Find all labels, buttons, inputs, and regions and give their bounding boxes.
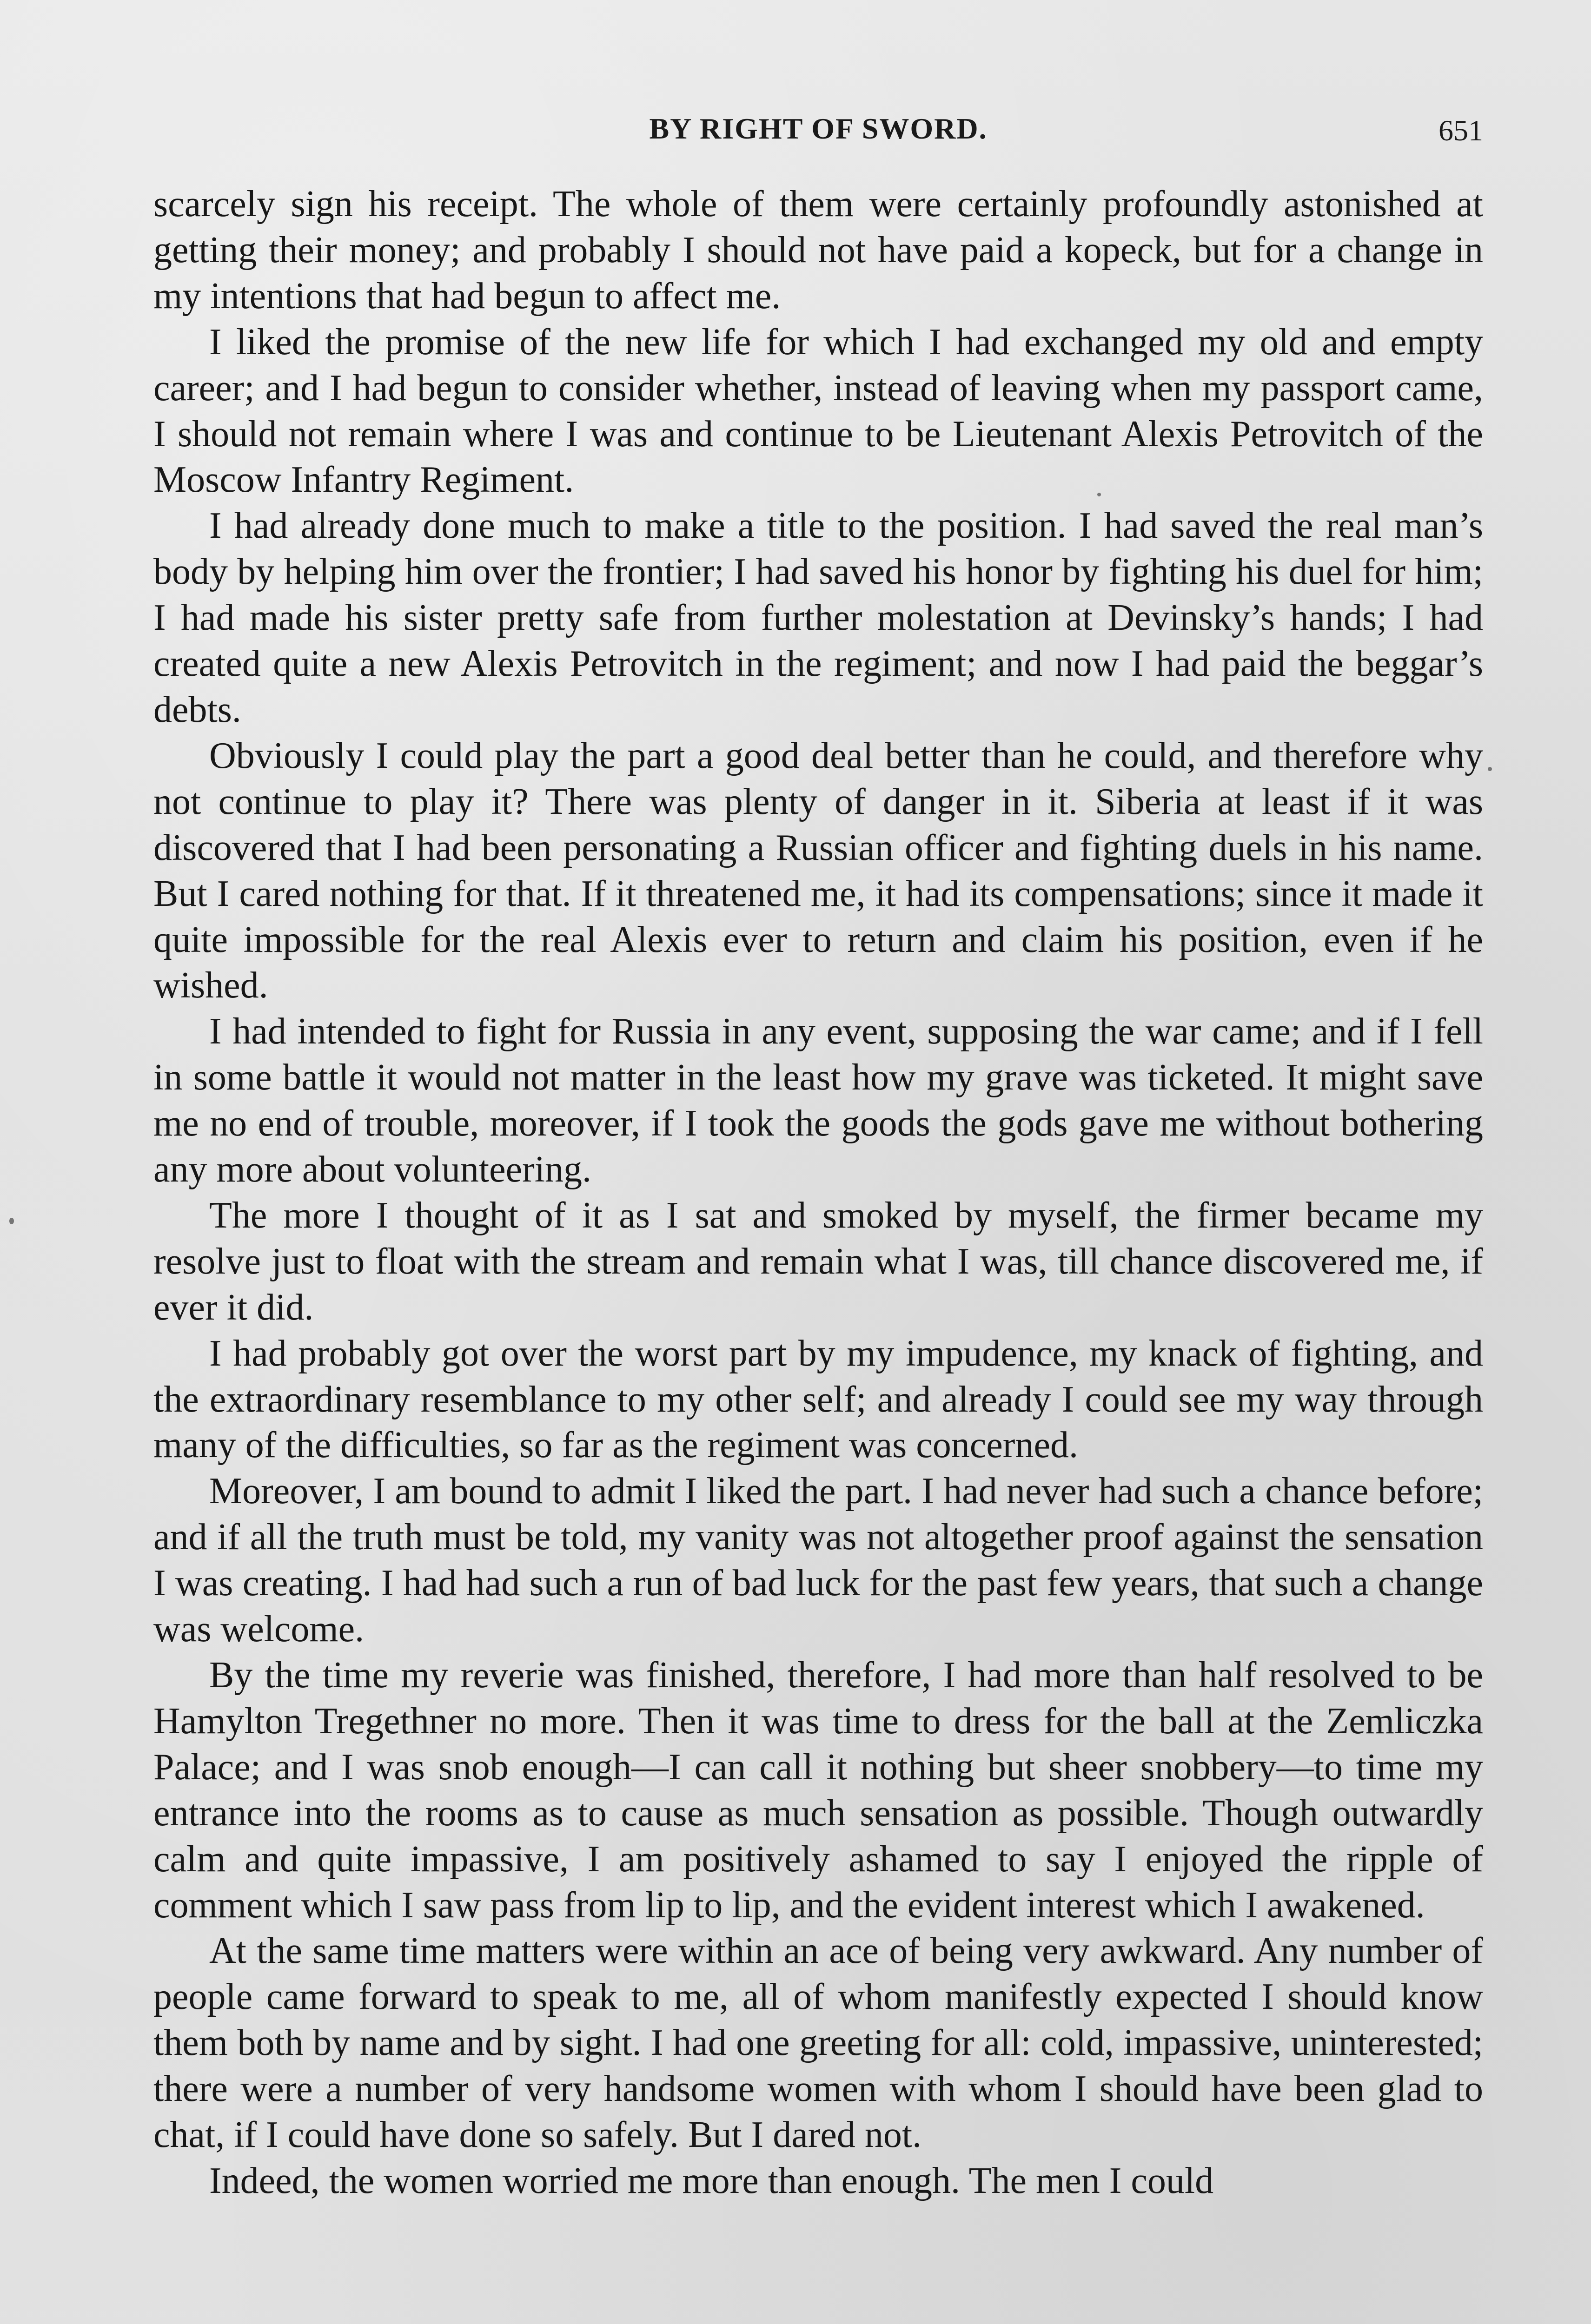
paragraph: scarcely sign his receipt. The whole of them were certainly profoundly astonished at getting their money; and probably I should not have paid a kopeck, but for a change in my intentions that had begun to affect me. <box>153 184 1483 317</box>
paragraph: I had probably got over the worst part by my impudence, my knack of fighting, and the extraordinary resemblance to my other self; and already I could see my way through many of the difficulties, so far as the regiment was concerned. <box>153 1333 1483 1466</box>
paragraph: By the time my reverie was finished, therefore, I had more than half resolved to be Hamylton Tregethner no more. Then it was time to dress for the ball at the Zemliczka Palace; and I was snob enough—I can call it nothing but sheer snobbery—to time my entrance into the rooms as to cause as much sensation as possible. Though outwardly calm and quite impassive, I am positively ashamed to say I enjoyed the ripple of comment which I saw pass from lip to lip, and the evident interest which I awakened. <box>153 1655 1483 1926</box>
paragraph: I liked the promise of the new life for which I had exchanged my old and empty career; and I had begun to consider whether, instead of leaving when my passport came, I should not remain where I was and continue to be Lieutenant Alexis Petrovitch of the Moscow Infantry Regiment. <box>153 321 1483 501</box>
paragraph: The more I thought of it as I sat and smoked by myself, the firmer became my resolve just to float with the stream and remain what I was, till chance discovered me, if ever it did. <box>153 1195 1483 1328</box>
paragraph: At the same time matters were within an ace of being very awkward. Any number of people came forward to speak to me, all of whom manifestly expected I should know them both by name and by sight. I had one greeting for all: cold, impassive, uninterested; there were a number of very handsome women with whom I should have been glad to chat, if I could have done so safely. But I dared not. <box>153 1930 1483 2156</box>
running-title: BY RIGHT OF SWORD. <box>649 112 988 145</box>
paragraph: Indeed, the women worried me more than enough. The men I could <box>209 2160 1214 2201</box>
ink-speck <box>1488 767 1492 771</box>
ink-speck <box>9 1218 14 1224</box>
paragraph: Moreover, I am bound to admit I liked the part. I had never had such a chance before; and if all the truth must be told, my vanity was not altogether proof against the sensation I was creating. I had had such a run of bad luck for the past few years, that such a change was welcome. <box>153 1471 1483 1650</box>
paragraph: I had already done much to make a title to the position. I had saved the real man’s body by helping him over the frontier; I had saved his honor by fighting his duel for him; I had made his sister pretty safe from further molestation at Devinsky’s hands; I had created quite a new Alexis Petrovitch in the regiment; and now I had paid the beggar’s debts. <box>153 505 1483 730</box>
paragraph: I had intended to fight for Russia in any event, supposing the war came; and if I fell in some battle it would not matter in the least how my grave was ticketed. It might save me no end of trouble, moreover, if I took the goods the gods gave me without bothering any more about volunteering. <box>153 1011 1483 1190</box>
body-text <box>153 181 1483 2324</box>
page-number: 651 <box>1439 114 1483 147</box>
page-header <box>153 112 1483 163</box>
paragraph: Obviously I could play the part a good deal better than he could, and therefore why not continue to play it? There was plenty of danger in it. Siberia at least if it was discovered that I had been personating a Russian officer and fighting duels in his name. But I cared nothing for that. If it threatened me, it had its compensations; since it made it quite impossible for the real Alexis ever to return and claim his position, even if he wished. <box>153 735 1483 1006</box>
